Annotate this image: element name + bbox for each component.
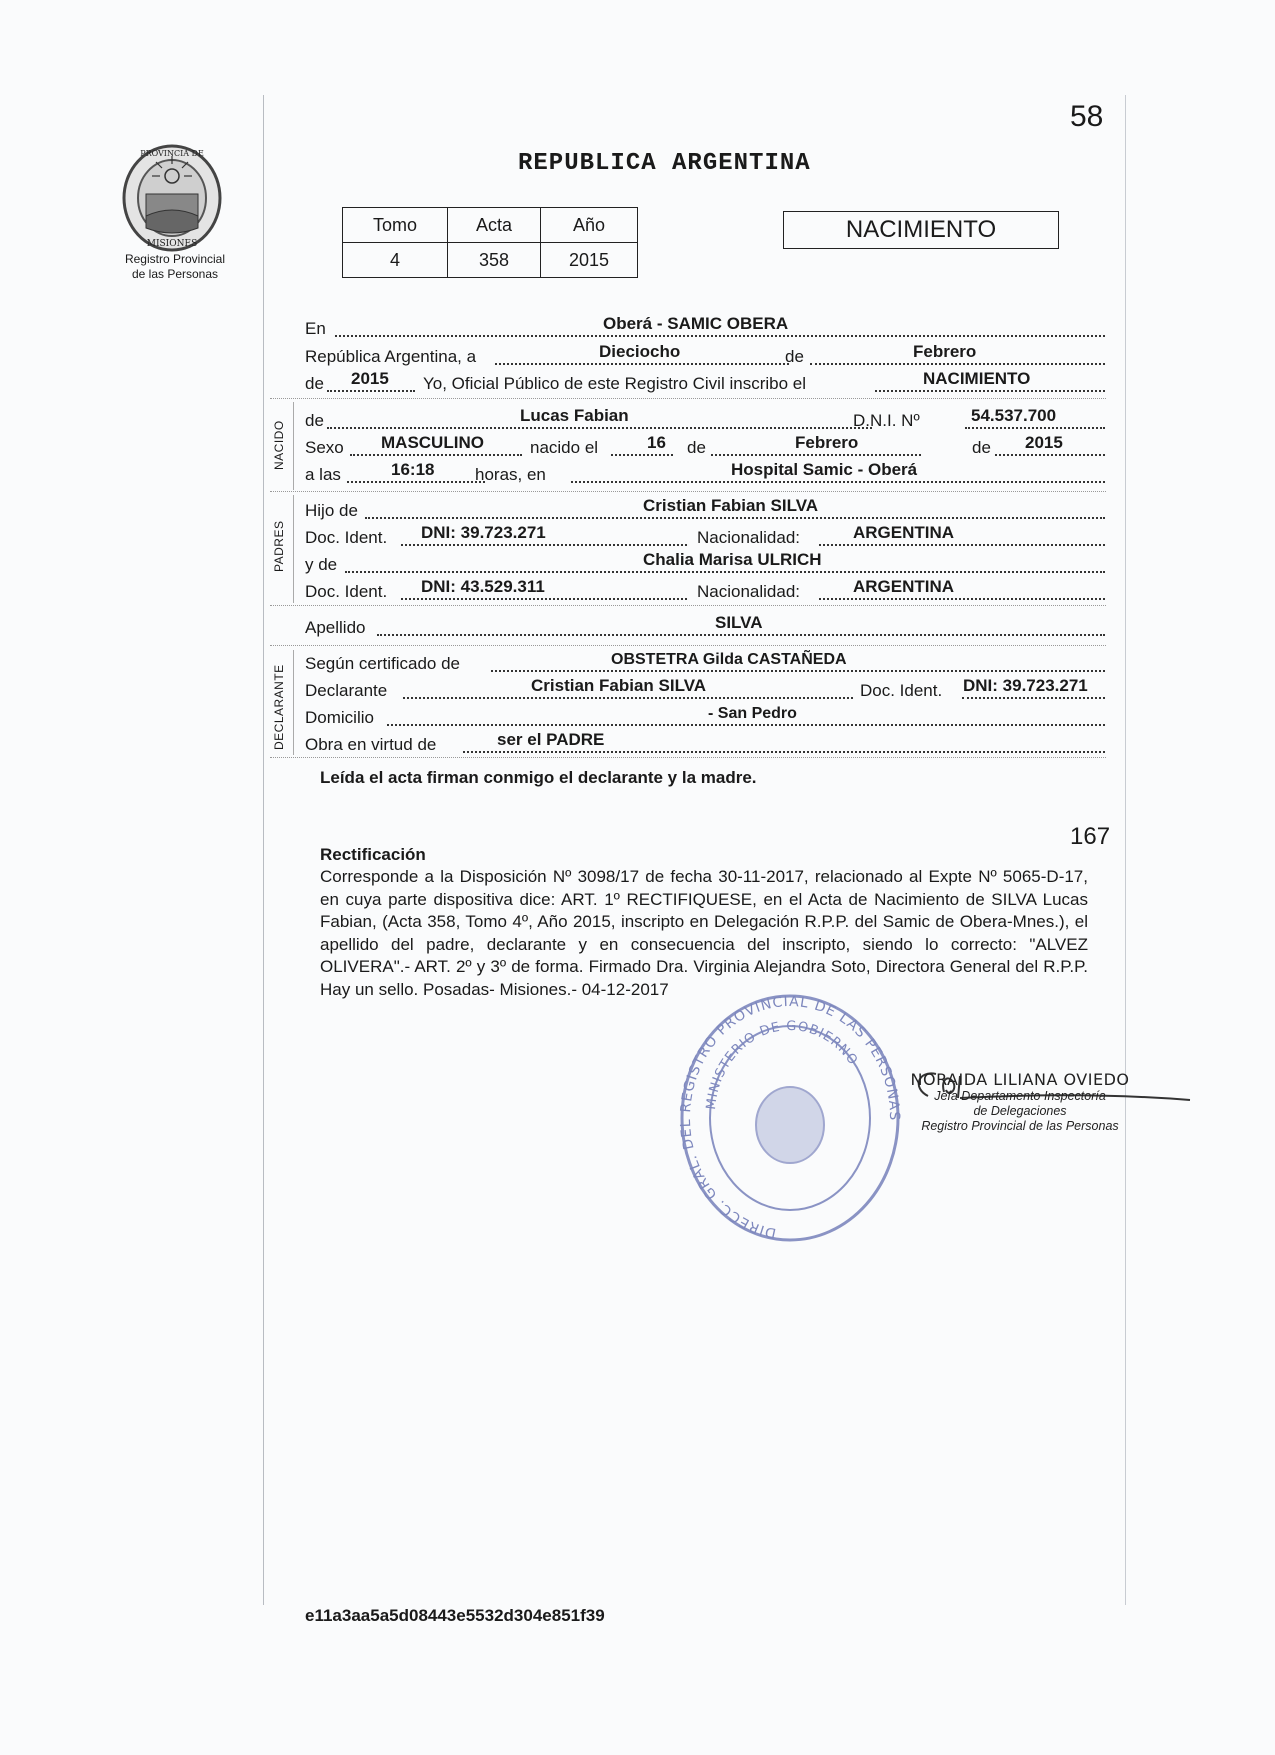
- signer-role-line1: Jefa Departamento Inspectoría: [934, 1089, 1106, 1103]
- label-obra-virtud: Obra en virtud de: [305, 735, 437, 754]
- row-obra-virtud: [305, 730, 1105, 755]
- acta-header-tomo: Tomo: [343, 208, 448, 243]
- dotted-line: [365, 517, 1105, 519]
- acta-table: [342, 207, 638, 278]
- section-label-nacido: NACIDO: [272, 420, 286, 470]
- row-padre: [305, 496, 1105, 521]
- seal-text-top: PROVINCIA DE: [140, 149, 204, 158]
- row-domicilio: [305, 706, 1105, 728]
- rectificacion-number: 167: [1070, 823, 1111, 850]
- dotted-line: [962, 697, 1105, 699]
- signer-role-line3: Registro Provincial de las Personas: [921, 1119, 1119, 1133]
- value-certificado: OBSTETRA Gilda CASTAÑEDA: [611, 651, 847, 668]
- label-horas-en: horas, en: [475, 465, 546, 484]
- rectificacion-title: Rectificación: [320, 845, 426, 864]
- seal-caption-line2: de las Personas: [131, 267, 219, 281]
- label-hijo-de: Hijo de: [305, 501, 358, 520]
- value-inscribe: NACIMIENTO: [923, 369, 1031, 388]
- document-hash: e11a3aa5a5d08443e5532d304e851f39: [305, 1606, 605, 1625]
- label-doc-ident: Doc. Ident.: [860, 681, 943, 700]
- value-sexo: MASCULINO: [381, 433, 484, 452]
- acta-value-tomo: 4: [343, 243, 448, 278]
- label-a-las: a las: [305, 465, 341, 484]
- right-margin-line: [1125, 95, 1126, 1605]
- dotted-line: [401, 598, 687, 600]
- value-dia-nac: 16: [647, 433, 666, 452]
- section-label-declarante: DECLARANTE: [272, 664, 286, 750]
- value-padre-doc: DNI: 39.723.271: [421, 523, 546, 542]
- section-line-nacido: [293, 402, 294, 490]
- label-declarante: Declarante: [305, 681, 388, 700]
- rectificacion-body: Corresponde a la Disposición Nº 3098/17 de fecha 30-11-2017, relacionado al Expte Nº 5065-D-17, en cuya parte dispositiva dice: ART. 1º RECTIFIQUESE, en el Acta de Nacimiento de SILVA Lucas Fabian, (Acta 358, Tomo 4º, Año 2015, inscripto en Delegación R.P.P. del Samic de Obera-Mnes.), el apellido del padre, declarante y en consecuencia del inscripto, siendo lo correcto: "ALVEZ OLIVERA".- ART. 2º y 3º de forma. Firmado Dra. Virginia Alejandra Soto, Directora General del R.P.P. Hay un sello. Posadas- Misiones.- 04-12-2017: [320, 867, 1088, 999]
- provincial-seal-icon: [120, 142, 224, 254]
- dotted-line: [819, 598, 1105, 600]
- dotted-line: [347, 481, 485, 483]
- value-apellido: SILVA: [715, 613, 763, 632]
- label-republica: República Argentina, a: [305, 347, 477, 366]
- acta-header-anio: Año: [541, 208, 638, 243]
- value-mes-nac: Febrero: [795, 433, 859, 452]
- value-nombre: Lucas Fabian: [520, 406, 629, 425]
- row-declarante: [305, 676, 1105, 701]
- section-separator: [270, 757, 1106, 758]
- dotted-line: [571, 481, 1105, 483]
- dotted-line: [965, 427, 1105, 429]
- label-nacionalidad: Nacionalidad:: [697, 528, 801, 547]
- dotted-line: [377, 634, 1105, 636]
- value-declarante-doc: DNI: 39.723.271: [963, 676, 1088, 695]
- dotted-line: [327, 427, 872, 429]
- section-label-padres: PADRES: [272, 520, 286, 572]
- dotted-line: [335, 335, 1105, 337]
- page-number: 58: [1070, 100, 1104, 133]
- value-madre: Chalia Marisa ULRICH: [643, 550, 822, 569]
- label-doc-ident: Doc. Ident.: [305, 528, 388, 547]
- value-dni: 54.537.700: [971, 406, 1057, 425]
- dotted-line: [387, 724, 1105, 726]
- label-de: de: [972, 438, 991, 457]
- row-inscribe: [305, 369, 1105, 394]
- row-apellido: [305, 613, 1105, 638]
- label-de: de: [785, 347, 804, 366]
- value-padre: Cristian Fabian SILVA: [643, 496, 819, 515]
- label-y-de: y de: [305, 555, 338, 574]
- label-dni: D.N.I. Nº: [853, 411, 920, 430]
- value-obra-virtud: ser el PADRE: [497, 730, 605, 749]
- value-domicilio: - San Pedro: [708, 705, 797, 722]
- left-margin-line: [263, 95, 264, 1605]
- section-line-padres: [293, 495, 294, 603]
- signature-block: [900, 1070, 1140, 1134]
- dotted-line: [875, 390, 1105, 392]
- dotted-line: [327, 390, 415, 392]
- value-madre-doc: DNI: 43.529.311: [421, 577, 545, 596]
- signer-role-line2: de Delegaciones: [973, 1104, 1067, 1118]
- section-separator: [270, 645, 1106, 646]
- dotted-line: [995, 454, 1105, 456]
- dotted-line: [611, 454, 673, 456]
- value-anio-nac: 2015: [1025, 433, 1063, 452]
- section-separator: [270, 491, 1106, 492]
- value-anio-registro: 2015: [351, 369, 389, 388]
- acta-header-acta: Acta: [448, 208, 541, 243]
- row-sexo: [305, 433, 1105, 458]
- label-sexo: Sexo: [305, 438, 344, 457]
- dotted-line: [819, 544, 1105, 546]
- value-padre-nac: ARGENTINA: [853, 523, 955, 542]
- stamp-outer-text: DIRECC. GRAL. DEL REGISTRO PROVINCIAL DE LAS PERSONAS: [677, 993, 903, 1241]
- row-madre-doc: [305, 577, 1105, 602]
- label-nacionalidad: Nacionalidad:: [697, 582, 801, 601]
- label-apellido: Apellido: [305, 618, 366, 637]
- label-de: de: [305, 411, 324, 430]
- official-stamp-icon: [675, 990, 905, 1250]
- seal-caption-line1: Registro Provincial: [124, 252, 226, 266]
- row-nombre: [305, 406, 1105, 431]
- label-nacido-el: nacido el: [530, 438, 599, 457]
- row-en: [305, 314, 1105, 339]
- label-de: de: [305, 374, 324, 393]
- value-mes-texto: Febrero: [913, 342, 977, 361]
- stamp-inner-text: MINISTERIO DE GOBIERNO: [704, 1018, 861, 1111]
- acta-value-acta: 358: [448, 243, 541, 278]
- dotted-line: [345, 571, 1105, 573]
- dotted-line: [403, 697, 853, 699]
- row-padre-doc: [305, 523, 1105, 548]
- dotted-line: [350, 454, 522, 456]
- dotted-line: [711, 454, 921, 456]
- section-separator: [270, 605, 1106, 606]
- record-type-box: NACIMIENTO: [783, 211, 1059, 249]
- row-hora: [305, 460, 1105, 485]
- label-doc-ident: Doc. Ident.: [305, 582, 388, 601]
- value-dia-texto: Dieciocho: [599, 342, 681, 361]
- label-segun-cert: Según certificado de: [305, 654, 460, 673]
- section-line-declarante: [293, 650, 294, 755]
- label-de: de: [687, 438, 706, 457]
- row-madre: [305, 550, 1105, 575]
- row-certificado: [305, 652, 1105, 674]
- dotted-line: [491, 670, 1105, 672]
- value-lugar: Oberá - SAMIC OBERA: [603, 314, 789, 333]
- label-en: En: [305, 319, 326, 338]
- page-title: REPUBLICA ARGENTINA: [518, 150, 811, 177]
- row-republica: [305, 342, 1105, 367]
- label-domicilio: Domicilio: [305, 708, 374, 727]
- value-madre-nac: ARGENTINA: [853, 577, 955, 596]
- seal-caption: [100, 252, 250, 282]
- label-yo-oficial: Yo, Oficial Público de este Registro Civil inscribo el: [423, 374, 806, 393]
- value-hora: 16:18: [391, 460, 435, 479]
- closing-statement: Leída el acta firman conmigo el declarante y la madre.: [320, 768, 757, 787]
- dotted-line: [810, 363, 1105, 365]
- signer-name: NORAIDA LILIANA OVIEDO: [910, 1070, 1130, 1089]
- seal-text-bottom: MISIONES: [146, 239, 198, 249]
- dotted-line: [401, 544, 687, 546]
- value-lugar-nac: Hospital Samic - Oberá: [731, 460, 918, 479]
- dotted-line: [495, 363, 789, 365]
- value-declarante: Cristian Fabian SILVA: [531, 676, 707, 695]
- section-separator: [270, 398, 1106, 399]
- acta-value-anio: 2015: [541, 243, 638, 278]
- dotted-line: [463, 751, 1105, 753]
